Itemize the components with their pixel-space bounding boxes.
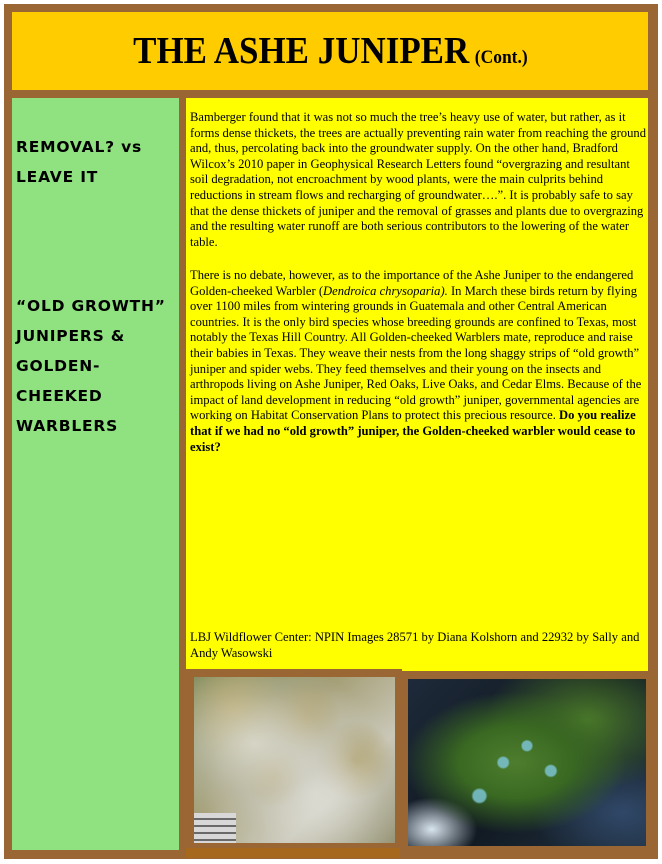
- photo-credit-caption: LBJ Wildflower Center: NPIN Images 28571 by Diana Kolshorn and 22932 by Sally and Andy Wasowski: [190, 630, 640, 660]
- sidebar-heading-line: LEAVE IT: [16, 168, 99, 186]
- title-text: THE ASHE JUNIPER: [132, 30, 469, 72]
- paragraph-text: In March these birds return by flying over 1100 miles from wintering grounds in Guatemala and other Central American countries. It is the only bird species whose breeding grounds are confined to Texas, most notably the Texas Hill Country. All Golden-cheeked Warblers mate, reproduce and raise their babies in Texas. They weave their nests from the long shaggy strips of “old growth” juniper and spider webs. They feed themselves and their young on the insects and arthropods living on Ashe Juniper, Red Oaks, Live Oaks, and Cedar Elms. Because of the impact of land development in reducing “old growth” juniper, governmental agencies are working on Habitat Conservation Plans to protect this precious resource.: [190, 283, 642, 423]
- emphasis-question: Do you realize that if we had no “old growth” juniper, the Golden-cheeked warbler would cease to exist?: [190, 408, 636, 454]
- sidebar-heading-line: JUNIPERS &: [16, 327, 126, 345]
- header-banner: [12, 12, 648, 90]
- sidebar-heading-line: “OLD GROWTH”: [16, 297, 166, 315]
- paragraph-text: There is no debate, however, as to the importance of the Ashe Juniper to the endangered Golden-cheeked Warbler (: [190, 268, 634, 298]
- sidebar-heading-line: GOLDEN-: [16, 357, 101, 375]
- juniper-berries-photo: [408, 679, 646, 846]
- sidebar-heading-removal: [16, 132, 142, 192]
- bench-shape: [194, 813, 236, 843]
- sidebar-heading-line: CHEEKED: [16, 387, 103, 405]
- sidebar-heading-line: REMOVAL? vs: [16, 138, 143, 156]
- sidebar: [12, 98, 179, 850]
- juniper-pollen-photo: [194, 677, 395, 843]
- page-title: [133, 29, 528, 73]
- bottom-accent-strip: [186, 848, 400, 858]
- sidebar-heading-line: WARBLERS: [16, 417, 119, 435]
- main-text-panel: [186, 98, 648, 669]
- paragraph-warbler: [190, 268, 648, 455]
- sidebar-heading-old-growth: [16, 291, 166, 441]
- paragraph-water-table: Bamberger found that it was not so much the tree’s heavy use of water, but rather, as it forms dense thickets, the trees are actually preventing rain water from reaching the ground and, thus, percolating back into the groundwater supply. On the other hand, Bradford Wilcox’s 2010 paper in Geophysical Research Letters found “overgrazing and resultant soil degradation, not encroachment by wood plants, were the main culprits behind reductions in stream flows and recharging of groundwater….”. It is probably safe to say that the dense thickets of juniper and the removal of grasses and plants due to overgrazing and the resulting water runoff are both serious contributors to the lowering of the water table.: [190, 110, 646, 249]
- species-name: Dendroica chrysoparia).: [323, 283, 448, 298]
- title-subtitle: (Cont.): [474, 47, 528, 68]
